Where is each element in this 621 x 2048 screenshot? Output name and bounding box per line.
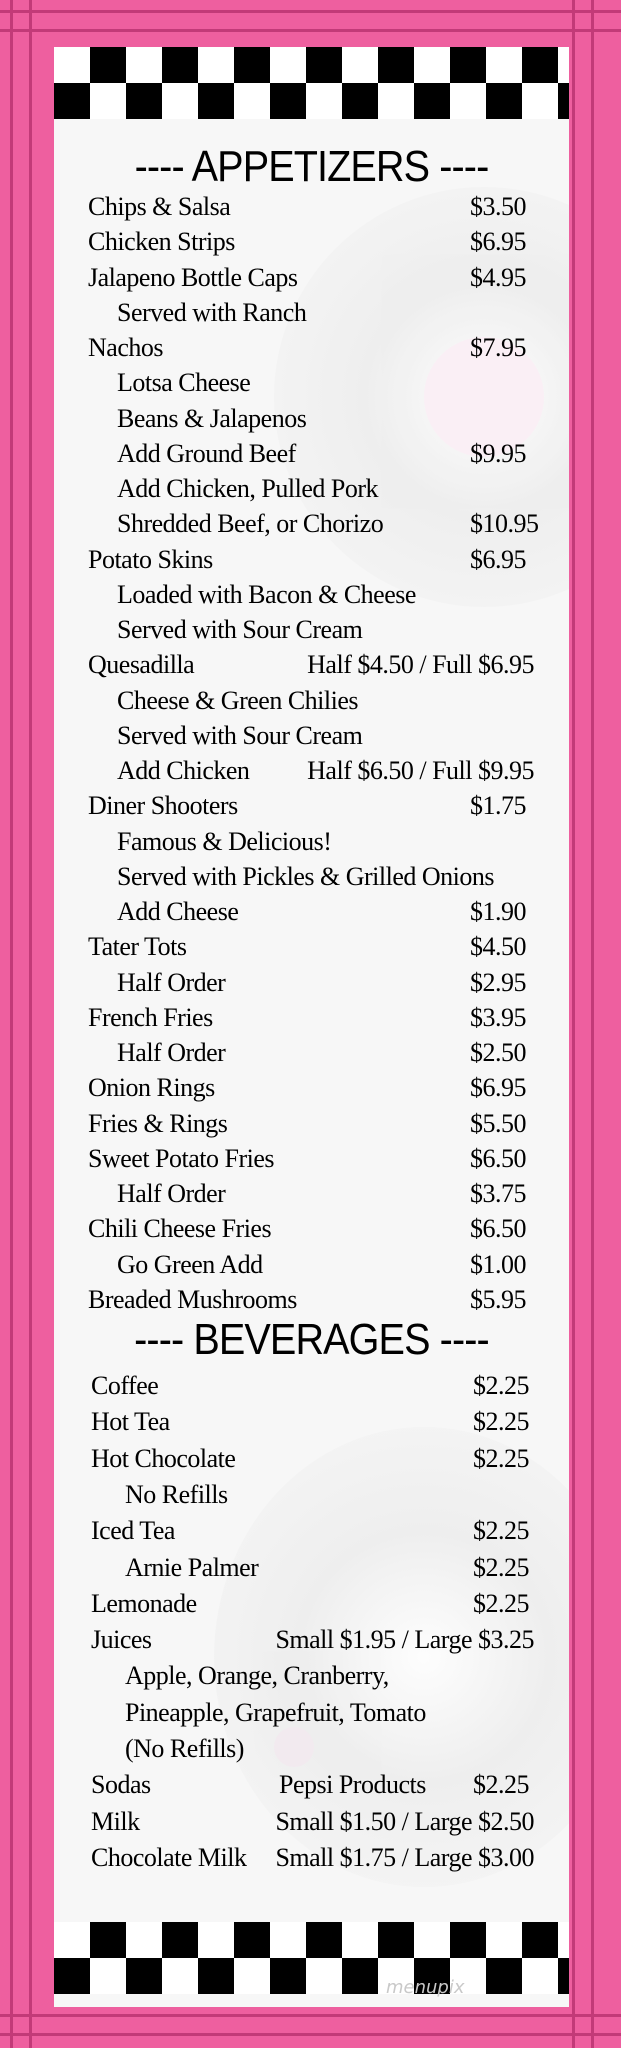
menu-item-price: $9.95 [470,438,526,468]
menu-item [54,190,569,224]
menu-item-price: $2.25 [473,1552,529,1582]
menu-item-name: Chocolate Milk [91,1842,247,1872]
menu-item-name: Hot Chocolate [91,1443,236,1473]
menu-item [54,472,569,506]
menu-item-name: Served with Pickles & Grilled Onions [117,861,495,891]
menu-item-name: Loaded with Bacon & Cheese [117,579,416,609]
menu-item-name: Chips & Salsa [88,192,231,221]
checkered-banner-bottom [54,1922,569,1994]
menu-item-price: $6.50 [470,1214,526,1244]
menu-item-price: $10.95 [470,509,539,539]
menu-item [54,1805,569,1839]
menu-item [54,1369,569,1403]
menu-item [54,1551,569,1585]
menu-item [54,1768,569,1802]
menu-item [54,261,569,295]
menu-item [54,1001,569,1035]
menu-item [54,366,569,400]
menu-item [54,648,569,682]
section-heading-beverages: ---- BEVERAGES ---- [134,1315,489,1364]
section-heading-appetizers: ---- APPETIZERS ---- [134,142,489,191]
menu-item-price: $6.95 [470,227,526,257]
menu-item-size-prices: Pepsi Products [279,1770,426,1800]
menu-item-name: Chicken Strips [88,227,235,257]
menu-item-name: Served with Sour Cream [117,720,363,750]
menu-item [54,754,569,788]
menu-item-price: $6.50 [470,1143,526,1173]
menu-item-price: $1.90 [470,897,526,926]
menu-item-price: $2.25 [473,1407,529,1437]
menu-item-name: Nachos [88,333,163,362]
menu-item-name: Half Order [117,1038,226,1067]
watermark: menupix [386,1977,465,1998]
menu-item-name: (No Refills) [125,1734,244,1763]
menu-item [54,1248,569,1282]
menu-item-price: $2.25 [473,1516,529,1546]
menu-item-name: Lemonade [91,1588,197,1618]
menu-item [54,437,569,471]
menu-item-size-prices: Small $1.75 / Large $3.00 [275,1842,534,1872]
menu-item-name: French Fries [88,1002,213,1032]
menu-item [54,966,569,1000]
menu-item-name: Add Cheese [117,897,239,926]
menu-item [54,1071,569,1105]
menu-item-name: Sweet Potato Fries [88,1143,274,1173]
menu-item-price: $2.25 [473,1371,529,1400]
menu-item-name: Diner Shooters [88,791,238,821]
menu-item-name: Tater Tots [88,932,187,962]
menu-item [54,1177,569,1211]
menu-item [54,543,569,577]
menu-item-name: Served with Sour Cream [117,615,363,644]
menu-item-size-prices: Small $1.95 / Large $3.25 [275,1625,534,1655]
menu-item-name: Arnie Palmer [125,1552,259,1582]
menu-item [54,613,569,647]
menu-item-name: Fries & Rings [88,1108,228,1138]
border-stripe-left [10,0,32,2048]
menu-item-size-prices: Small $1.50 / Large $2.50 [275,1806,534,1836]
border-stripe-right [572,0,594,2048]
menu-item-name: Iced Tea [91,1516,175,1546]
menu-item [54,1659,569,1693]
menu-item [54,895,569,929]
checkered-banner-top [54,47,569,119]
menu-item [54,719,569,753]
menu-item [54,825,569,859]
menu-item-name: Served with Ranch [117,297,307,327]
menu-item [54,930,569,964]
menu-item [54,507,569,541]
menu-item [54,1478,569,1512]
menu-item [54,225,569,259]
menu-item-name: Cheese & Green Chilies [117,685,358,715]
menu-item [54,789,569,823]
menu-item-size-prices: Half $4.50 / Full $6.95 [307,650,534,680]
menu-item-name: Half Order [117,967,226,997]
menu-item-price: $2.50 [470,1038,526,1067]
menu-item [54,1107,569,1141]
menu-item-price: $3.75 [470,1179,526,1208]
menu-item-price: $4.95 [470,262,526,292]
menu-item-price: $5.50 [470,1108,526,1138]
menu-item-price: $3.95 [470,1002,526,1032]
menu-item [54,860,569,894]
menu-item [54,1212,569,1246]
menu-panel [54,47,569,2007]
menu-item-name: Go Green Add [117,1249,263,1279]
menu-item-price: $1.75 [470,791,526,821]
menu-item-price: $6.95 [470,1073,526,1103]
menu-item-price: $2.25 [473,1443,529,1473]
menu-item-price: $7.95 [470,333,526,362]
menu-item-name: Lotsa Cheese [117,368,251,398]
menu-item [54,1732,569,1766]
menu-item-price: $6.95 [470,544,526,574]
border-stripe-top [0,10,621,32]
menu-item [54,1696,569,1730]
menu-item-name: Apple, Orange, Cranberry, [125,1661,389,1691]
menu-item-name: Sodas [91,1770,151,1800]
menu-item [54,1036,569,1070]
menu-item-name: Add Ground Beef [117,438,296,468]
menu-item-name: Onion Rings [88,1073,215,1103]
menu-item [54,1405,569,1439]
menu-item-price: $3.50 [470,192,526,221]
menu-item-price: $5.95 [470,1284,526,1314]
menu-item-name: Potato Skins [88,544,213,574]
menu-item-name: Famous & Delicious! [117,826,332,856]
menu-item [54,1283,569,1317]
menu-item-size-prices: Half $6.50 / Full $9.95 [307,756,534,785]
menu-item-price: $2.95 [470,967,526,997]
menu-item-name: Beans & Jalapenos [117,403,307,433]
menu-item-name: Juices [91,1625,152,1655]
menu-item-name: Pineapple, Grapefruit, Tomato [125,1697,426,1727]
menu-item [54,1442,569,1476]
menu-item-price: $2.25 [473,1588,529,1618]
menu-item-name: Hot Tea [91,1407,170,1437]
menu-item-name: No Refills [125,1479,228,1509]
menu-item-price: $1.00 [470,1249,526,1279]
menu-item-name: Quesadilla [88,650,195,680]
menu-item [54,578,569,612]
menu-item [54,402,569,436]
menu-item [54,1623,569,1657]
menu-item-name: Breaded Mushrooms [88,1284,297,1314]
menu-item [54,1142,569,1176]
menu-item [54,296,569,330]
menu-item-name: Milk [91,1806,140,1836]
menu-item-name: Shredded Beef, or Chorizo [117,509,384,539]
menu-item [54,1514,569,1548]
menu-item-name: Jalapeno Bottle Caps [88,262,298,292]
menu-item-price: $2.25 [473,1770,529,1800]
menu-item-name: Add Chicken [117,756,250,785]
menu-item [54,331,569,365]
menu-item [54,1841,569,1875]
menu-item-price: $4.50 [470,932,526,962]
menu-item [54,1587,569,1621]
menu-item-name: Coffee [91,1371,159,1400]
menu-item-name: Add Chicken, Pulled Pork [117,474,378,503]
menu-item-name: Chili Cheese Fries [88,1214,272,1244]
menu-item [54,684,569,718]
menu-item-name: Half Order [117,1179,226,1208]
border-stripe-bottom [0,2014,621,2036]
